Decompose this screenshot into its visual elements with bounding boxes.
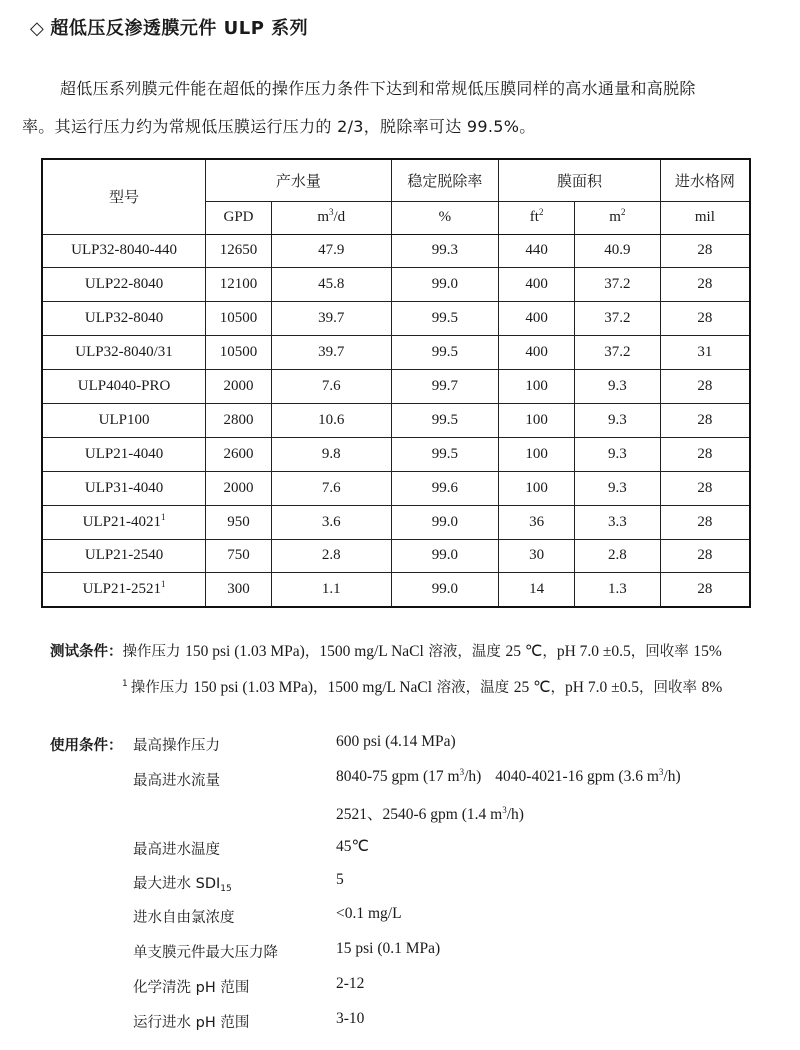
- cell-m3d: 7.6: [271, 370, 391, 404]
- footnote-marker: 1: [160, 579, 166, 590]
- cell-m3d: 47.9: [271, 234, 391, 268]
- table-row: [42, 302, 750, 336]
- table-row: [42, 505, 750, 539]
- cell-m2: 37.2: [574, 268, 660, 302]
- cell-ft2: 400: [499, 336, 575, 370]
- cell-rejection: 99.3: [391, 234, 499, 268]
- cell-m2: 37.2: [574, 336, 660, 370]
- cell-model: ULP32-8040: [42, 302, 206, 336]
- cell-gpd: 12100: [206, 268, 272, 302]
- cell-rejection: 99.7: [391, 370, 499, 404]
- cell-ft2: 36: [499, 505, 575, 539]
- cell-gpd: 2000: [206, 370, 272, 404]
- cell-gpd: 2800: [206, 403, 272, 437]
- cell-rejection: 99.6: [391, 471, 499, 505]
- cell-gpd: 300: [206, 573, 272, 607]
- cell-ft2: 400: [499, 302, 575, 336]
- use-pressure-drop-value: 15 psi (0.1 MPa): [336, 940, 441, 957]
- cell-gpd: 950: [206, 505, 272, 539]
- cell-model: ULP21-2521$^1$: [42, 573, 206, 607]
- cell-m2: 3.3: [574, 505, 660, 539]
- table-row: [42, 539, 750, 573]
- cell-ft2: 14: [499, 573, 575, 607]
- cell-model: ULP31-4040: [42, 471, 206, 505]
- use-pressure-drop-name: 单支膜元件最大压力降: [133, 945, 278, 961]
- section-heading: [30, 14, 308, 40]
- use-max-sdi-name: 最大进水 $SDI_{15}$: [133, 876, 232, 894]
- cell-mil: 28: [660, 471, 750, 505]
- use-max-temp-value: 45℃: [336, 838, 369, 855]
- cell-rejection: 99.5: [391, 336, 499, 370]
- table-row: [42, 573, 750, 607]
- table-row: [42, 437, 750, 471]
- cell-m3d: 1.1: [271, 573, 391, 607]
- cell-ft2: 100: [499, 403, 575, 437]
- cell-m3d: 39.7: [271, 336, 391, 370]
- cell-ft2: 100: [499, 437, 575, 471]
- header-stable-rejection: 稳定脱除率: [391, 159, 499, 201]
- test-conditions-line-2: $^1$ 操作压力 150 psi (1.03 MPa)，1500 mg/L NaCl 溶液，温度 25 ℃，pH 7.0 ±0.5，回收率 8%: [122, 679, 723, 696]
- cell-rejection: 99.5: [391, 302, 499, 336]
- use-chlorine-value: <0.1 mg/L: [336, 905, 402, 922]
- intro-line-1: 超低压系列膜元件能在超低的操作压力条件下达到和常规低压膜同样的高水通量和高脱除: [60, 79, 696, 98]
- unit-m2: $m^2$: [574, 201, 660, 234]
- use-max-flow-value-1: 8040-75 gpm (17 $m^3/h$) 4040-4021-16 gpm (3.6 $m^3/h$): [336, 767, 681, 785]
- cell-ft2: 400: [499, 268, 575, 302]
- cell-m3d: 7.6: [271, 471, 391, 505]
- cell-ft2: 100: [499, 471, 575, 505]
- cell-m2: 40.9: [574, 234, 660, 268]
- header-feed-spacer: 进水格网: [660, 159, 750, 201]
- diamond-outline-icon: ◇: [30, 18, 45, 39]
- cell-m2: 9.3: [574, 471, 660, 505]
- cell-model: ULP32-8040-440: [42, 234, 206, 268]
- cell-model: ULP21-4040: [42, 437, 206, 471]
- table-row: [42, 471, 750, 505]
- cell-rejection: 99.0: [391, 573, 499, 607]
- cell-gpd: 10500: [206, 336, 272, 370]
- cell-gpd: 12650: [206, 234, 272, 268]
- use-run-ph-name: 运行进水 pH 范围: [133, 1015, 250, 1031]
- cell-rejection: 99.0: [391, 539, 499, 573]
- cell-rejection: 99.0: [391, 505, 499, 539]
- cell-model: ULP21-2540: [42, 539, 206, 573]
- cell-m3d: 10.6: [271, 403, 391, 437]
- header-membrane-area: 膜面积: [499, 159, 661, 201]
- footnote-marker: 1: [122, 679, 128, 689]
- cell-model: ULP4040-PRO: [42, 370, 206, 404]
- use-run-ph-value: 3-10: [336, 1010, 365, 1027]
- unit-percent: %: [391, 201, 499, 234]
- use-max-temp-name: 最高进水温度: [133, 842, 220, 858]
- cell-m2: 1.3: [574, 573, 660, 607]
- intro-line-2: 率。其运行压力约为常规低压膜运行压力的 2/3，脱除率可达 99.5%。: [22, 117, 536, 136]
- cell-model: ULP100: [42, 403, 206, 437]
- unit-ft2: $ft^2$: [499, 201, 575, 234]
- use-chlorine-name: 进水自由氯浓度: [133, 910, 235, 926]
- cell-m3d: 39.7: [271, 302, 391, 336]
- cell-gpd: 750: [206, 539, 272, 573]
- cell-gpd: 2600: [206, 437, 272, 471]
- cell-mil: 28: [660, 268, 750, 302]
- cell-model: ULP22-8040: [42, 268, 206, 302]
- cell-m3d: 3.6: [271, 505, 391, 539]
- use-max-pressure-name: 最高操作压力: [133, 738, 220, 754]
- table-row: [42, 234, 750, 268]
- cell-mil: 28: [660, 437, 750, 471]
- use-conditions-label: 使用条件：: [50, 738, 123, 754]
- cell-m2: 9.3: [574, 403, 660, 437]
- cell-gpd: 10500: [206, 302, 272, 336]
- cell-mil: 31: [660, 336, 750, 370]
- cell-mil: 28: [660, 403, 750, 437]
- table-row: [42, 268, 750, 302]
- table-row: [42, 336, 750, 370]
- cell-gpd: 2000: [206, 471, 272, 505]
- use-clean-ph-name: 化学清洗 pH 范围: [133, 980, 250, 996]
- cell-mil: 28: [660, 234, 750, 268]
- cell-m2: 9.3: [574, 370, 660, 404]
- cell-ft2: 30: [499, 539, 575, 573]
- use-max-sdi-value: 5: [336, 871, 344, 888]
- use-max-flow-value-2: 2521、2540-6 gpm (1.4 $m^3/h$): [336, 805, 524, 823]
- unit-mil: mil: [660, 201, 750, 234]
- cell-m3d: 9.8: [271, 437, 391, 471]
- use-clean-ph-value: 2-12: [336, 975, 365, 992]
- spec-table: [41, 158, 751, 608]
- cell-rejection: 99.0: [391, 268, 499, 302]
- cell-m2: 37.2: [574, 302, 660, 336]
- heading-text: 超低压反渗透膜元件 ULP 系列: [50, 18, 309, 39]
- table-row: [42, 370, 750, 404]
- cell-ft2: 100: [499, 370, 575, 404]
- header-water-output: 产水量: [206, 159, 391, 201]
- cell-model: ULP21-4021$^1$: [42, 505, 206, 539]
- table-row: [42, 403, 750, 437]
- cell-mil: 28: [660, 539, 750, 573]
- header-model: 型号: [42, 159, 206, 234]
- cell-mil: 28: [660, 573, 750, 607]
- cell-rejection: 99.5: [391, 403, 499, 437]
- cell-ft2: 440: [499, 234, 575, 268]
- footnote-marker: 1: [160, 511, 166, 522]
- cell-m3d: 45.8: [271, 268, 391, 302]
- cell-mil: 28: [660, 302, 750, 336]
- table-body: [42, 234, 750, 607]
- unit-gpd: GPD: [206, 201, 272, 234]
- cell-rejection: 99.5: [391, 437, 499, 471]
- unit-m3d: $m^3/d$: [271, 201, 391, 234]
- cell-mil: 28: [660, 505, 750, 539]
- use-max-flow-name: 最高进水流量: [133, 773, 220, 789]
- cell-model: ULP32-8040/31: [42, 336, 206, 370]
- test-conditions-line-1: 测试条件：操作压力 150 psi (1.03 MPa)，1500 mg/L NaCl 溶液，温度 25 ℃，pH 7.0 ±0.5，回收率 15%: [50, 643, 722, 660]
- intro-paragraph: [22, 70, 787, 146]
- test-conditions-label: 测试条件：: [50, 644, 123, 660]
- cell-mil: 28: [660, 370, 750, 404]
- cell-m2: 9.3: [574, 437, 660, 471]
- use-max-pressure-value: 600 psi (4.14 MPa): [336, 733, 456, 750]
- cell-m3d: 2.8: [271, 539, 391, 573]
- cell-m2: 2.8: [574, 539, 660, 573]
